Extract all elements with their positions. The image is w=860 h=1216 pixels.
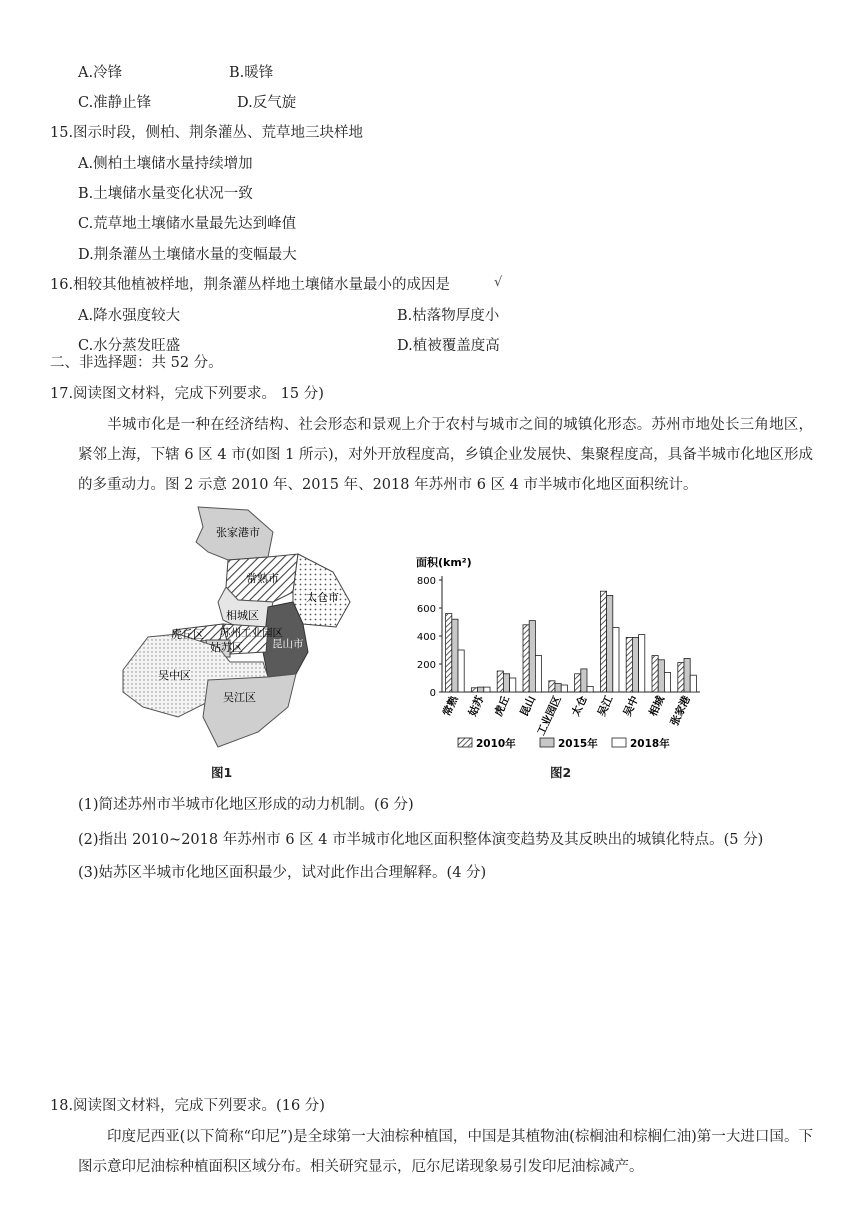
map-label-wuzhong: 吴中区: [158, 669, 191, 682]
chart-bar: [684, 658, 690, 692]
q15-option-c: C.荒草地土壤储水量最先达到峰值: [78, 216, 297, 232]
chart-legend-swatch: [612, 738, 626, 747]
map-label-wujiang: 吴江区: [223, 691, 256, 704]
fig1-caption: 图1: [211, 765, 233, 780]
suzhou-map: [118, 502, 358, 752]
chart-x-tick-label: 工业园区: [535, 694, 564, 738]
map-label-kunshan: 昆山市: [272, 638, 304, 650]
section-heading: 二、非选择题：共 52 分。: [50, 355, 223, 371]
q17-stem: 17.阅读图文材料，完成下列要求。 15 分): [50, 386, 324, 402]
chart-bar: [652, 656, 658, 692]
chart-x-tick-label: 吴江: [595, 694, 616, 719]
chart-bar: [503, 674, 509, 692]
chart-bar: [607, 595, 613, 692]
chart-x-tick-label: 姑苏: [466, 694, 487, 719]
q17-subq2: (2)指出 2010~2018 年苏州市 6 区 4 市半城市化地区面积整体演变趋势及其反映出的城镇化特点。(5 分): [78, 832, 764, 848]
q16-option-a: A.降水强度较大: [78, 308, 181, 324]
q17-material: [78, 410, 813, 500]
chart-bar: [529, 621, 535, 692]
chart-bar: [639, 635, 645, 692]
chart-legend-label: 2015年: [558, 738, 598, 750]
q18-material-text: 印度尼西亚(以下简称“印尼”)是全球第一大油棕种植国，中国是其植物油(棕榈油和棕榈仁油)第一大进口国。下图示意印尼油棕种植面积区域分布。相关研究显示，厄尔尼诺现象易引发印尼油棕减产。: [78, 1129, 813, 1175]
chart-legend-swatch: [540, 738, 554, 747]
chart-bar: [523, 625, 529, 692]
q16-handwritten-mark: √: [494, 275, 503, 290]
map-region-wujiang: [203, 674, 296, 747]
chart-bar: [600, 591, 606, 692]
map-label-taicang: 太仓市: [306, 591, 339, 604]
chart-bar: [626, 637, 632, 692]
chart-x-tick-label: 太仓: [569, 694, 590, 719]
q18-material: [78, 1122, 813, 1182]
chart-legend-label: 2018年: [630, 738, 670, 750]
map-label-changshu: 常熟市: [246, 572, 279, 585]
chart-bar: [478, 687, 484, 692]
q15-option-d: D.荆条灌丛土壤储水量的变幅最大: [78, 247, 297, 263]
chart-bar: [497, 671, 503, 692]
chart-bar: [510, 678, 516, 692]
q14-option-d: D.反气旋: [237, 95, 297, 111]
chart-y-tick-label: 400: [416, 632, 436, 643]
chart-bar: [613, 628, 619, 692]
chart-y-tick-label: 200: [416, 660, 436, 671]
chart-x-tick-label: 常熟: [440, 694, 461, 719]
area-bar-chart: [400, 548, 710, 758]
q15-stem: 15.图示时段，侧柏、荆条灌丛、荒草地三块样地: [50, 125, 364, 141]
chart-bar: [587, 686, 593, 692]
chart-x-tick-label: 吴中: [621, 694, 642, 719]
map-label-gusu: 姑苏区: [210, 641, 243, 654]
map-label-xiangcheng: 相城区: [226, 609, 259, 622]
chart-x-tick-label: 相城: [647, 694, 668, 719]
map-label-huqiu: 虎丘区: [171, 628, 204, 641]
chart-x-tick-label: 昆山: [518, 694, 539, 719]
map-label-zhangjiagang: 张家港市: [216, 526, 260, 539]
q14-option-c: C.准静止锋: [78, 95, 152, 111]
q14-option-a: A.冷锋: [78, 65, 123, 81]
map-label-industrial-park: 苏州工业园区: [220, 627, 283, 639]
chart-bar: [471, 688, 477, 692]
q16-option-c: C.水分蒸发旺盛: [78, 338, 181, 354]
q16-option-b: B.枯落物厚度小: [397, 308, 500, 324]
chart-bar: [658, 660, 664, 692]
chart-bar: [452, 619, 458, 692]
chart-ylabel: 面积(km²): [416, 556, 472, 569]
chart-bar: [678, 663, 684, 692]
chart-bar: [561, 685, 567, 692]
q14-option-b: B.暖锋: [229, 65, 274, 81]
q18-stem: 18.阅读图文材料，完成下列要求。(16 分): [50, 1098, 325, 1114]
q15-option-b: B.土壤储水量变化状况一致: [78, 186, 253, 202]
q15-option-a: A.侧柏土壤储水量持续增加: [78, 156, 253, 172]
chart-x-tick-label: 虎丘: [492, 694, 513, 719]
chart-bar: [664, 672, 670, 692]
q16-stem: 16.相较其他植被样地，荆条灌丛样地土壤储水量最小的成因是: [50, 277, 451, 293]
chart-bar: [549, 681, 555, 692]
chart-y-tick-label: 0: [429, 688, 436, 699]
chart-bar: [581, 669, 587, 692]
q17-subq1: (1)简述苏州市半城市化地区形成的动力机制。(6 分): [78, 797, 414, 813]
chart-bar: [555, 684, 561, 692]
chart-bar: [632, 637, 638, 692]
fig2-caption: 图2: [550, 765, 572, 780]
chart-bar: [484, 687, 490, 692]
chart-y-tick-label: 600: [416, 604, 436, 615]
chart-bar: [690, 675, 696, 692]
q17-subq3: (3)姑苏区半城市化地区面积最少，试对此作出合理解释。(4 分): [78, 865, 487, 881]
q17-material-text: 半城市化是一种在经济结构、社会形态和景观上介于农村与城市之间的城镇化形态。苏州市地处长三角地区，紧邻上海，下辖 6 区 4 市(如图 1 所示)，对外开放程度高，乡镇企业发展快、集聚程度高，具备半城市化地区形成的多重动力。图 2 示意 2010 年、2015 年、2018 年苏州市 6 区 4 市半城市化地区面积统计。: [78, 417, 813, 493]
chart-bar: [458, 650, 464, 692]
chart-bar: [446, 614, 452, 692]
chart-legend-label: 2010年: [476, 738, 516, 750]
chart-y-tick-label: 800: [416, 576, 436, 587]
chart-bar: [535, 656, 541, 692]
q16-option-d: D.植被覆盖度高: [397, 338, 500, 354]
chart-x-tick-label: 张家港: [668, 694, 693, 728]
chart-legend-swatch: [458, 738, 472, 747]
chart-bar: [575, 674, 581, 692]
